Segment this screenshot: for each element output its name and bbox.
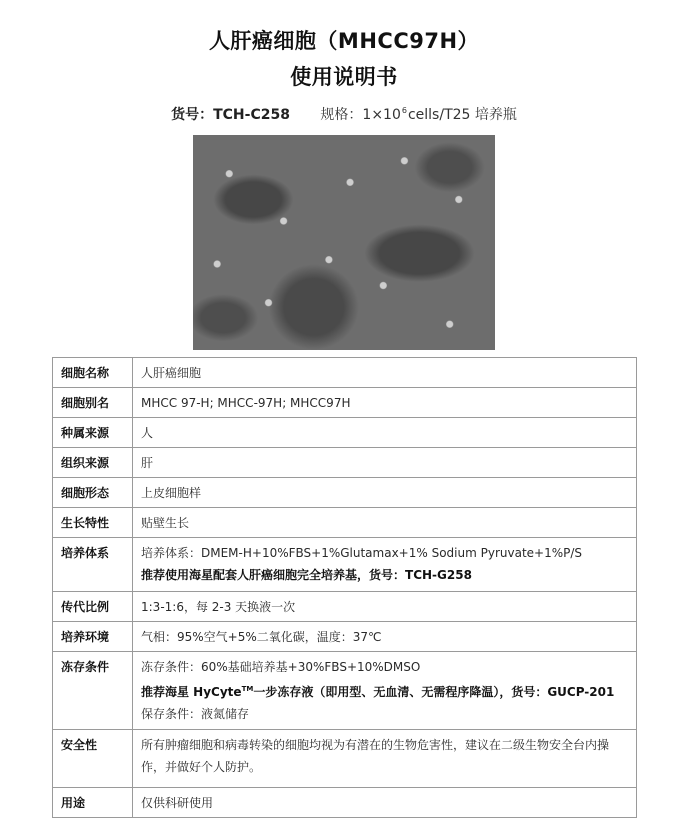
table-row xyxy=(53,388,637,418)
table-row xyxy=(53,622,637,652)
row-value: 气相：95%空气+5%二氧化碳，温度：37℃ xyxy=(133,622,637,652)
row-label: 用途 xyxy=(53,788,133,818)
row-value: 人 xyxy=(133,418,637,448)
table-row xyxy=(53,508,637,538)
specification: 规格：$1\times 10^6cells/T25$ 培养瓶 xyxy=(320,106,517,123)
cell-micrograph-image xyxy=(193,135,495,350)
row-label: 组织来源 xyxy=(53,448,133,478)
table-row xyxy=(53,788,637,818)
table-row xyxy=(53,730,637,788)
table-row xyxy=(53,538,637,592)
trademark-mark: TM xyxy=(241,685,254,693)
row-label: 冻存条件 xyxy=(53,652,133,730)
row-label: 种属来源 xyxy=(53,418,133,448)
row-value: 仅供科研使用 xyxy=(133,788,637,818)
row-value: 贴壁生长 xyxy=(133,508,637,538)
document-subtitle: 使用说明书 xyxy=(290,65,398,89)
table-row xyxy=(53,652,637,730)
culture-medium-text: 培养体系：DMEM-H+10%FBS+1%Glutamax+1% Sodium Pyruvate+1%P/S xyxy=(141,546,583,560)
table-row xyxy=(53,448,637,478)
row-value: 人肝癌细胞 xyxy=(133,358,637,388)
row-value: 肝 xyxy=(133,448,637,478)
row-value: 1:3-1:6，每 2-3 天换液一次 xyxy=(133,592,637,622)
recommended-freezing-text: 推荐海星 HyCyte™一步冻存液（即用型、无血清、无需程序降温），货号：GUCP-201 xyxy=(141,685,615,699)
row-label: 细胞名称 xyxy=(53,358,133,388)
recommended-medium-text: 推荐使用海星配套人肝癌细胞完全培养基，货号：TCH-G258 xyxy=(141,568,472,582)
row-value: MHCC 97-H; MHCC-97H; MHCC97H xyxy=(133,388,637,418)
row-label: 培养体系 xyxy=(53,538,133,592)
storage-condition-text: 保存条件：液氮储存 xyxy=(141,707,250,721)
catalog-number: 货号：TCH-C258 xyxy=(171,107,290,123)
table-row xyxy=(53,478,637,508)
row-label: 安全性 xyxy=(53,730,133,788)
table-row xyxy=(53,418,637,448)
table-row xyxy=(53,358,637,388)
freezing-condition-text: 冻存条件：60%基础培养基+30%FBS+10%DMSO xyxy=(141,660,421,674)
table-row xyxy=(53,592,637,622)
row-value: 所有肿瘤细胞和病毒转染的细胞均视为有潜在的生物危害性，建议在二级生物安全台内操作，并做好个人防护。 xyxy=(133,730,637,788)
row-label: 细胞形态 xyxy=(53,478,133,508)
row-label: 细胞别名 xyxy=(53,388,133,418)
product-info-line xyxy=(0,104,688,124)
row-label: 生长特性 xyxy=(53,508,133,538)
row-label: 传代比例 xyxy=(53,592,133,622)
row-label: 培养环境 xyxy=(53,622,133,652)
row-value xyxy=(133,652,637,730)
cell-info-table xyxy=(52,357,637,818)
row-value xyxy=(133,538,637,592)
row-value: 上皮细胞样 xyxy=(133,478,637,508)
document-title: 人肝癌细胞（MHCC97H） xyxy=(208,29,480,53)
